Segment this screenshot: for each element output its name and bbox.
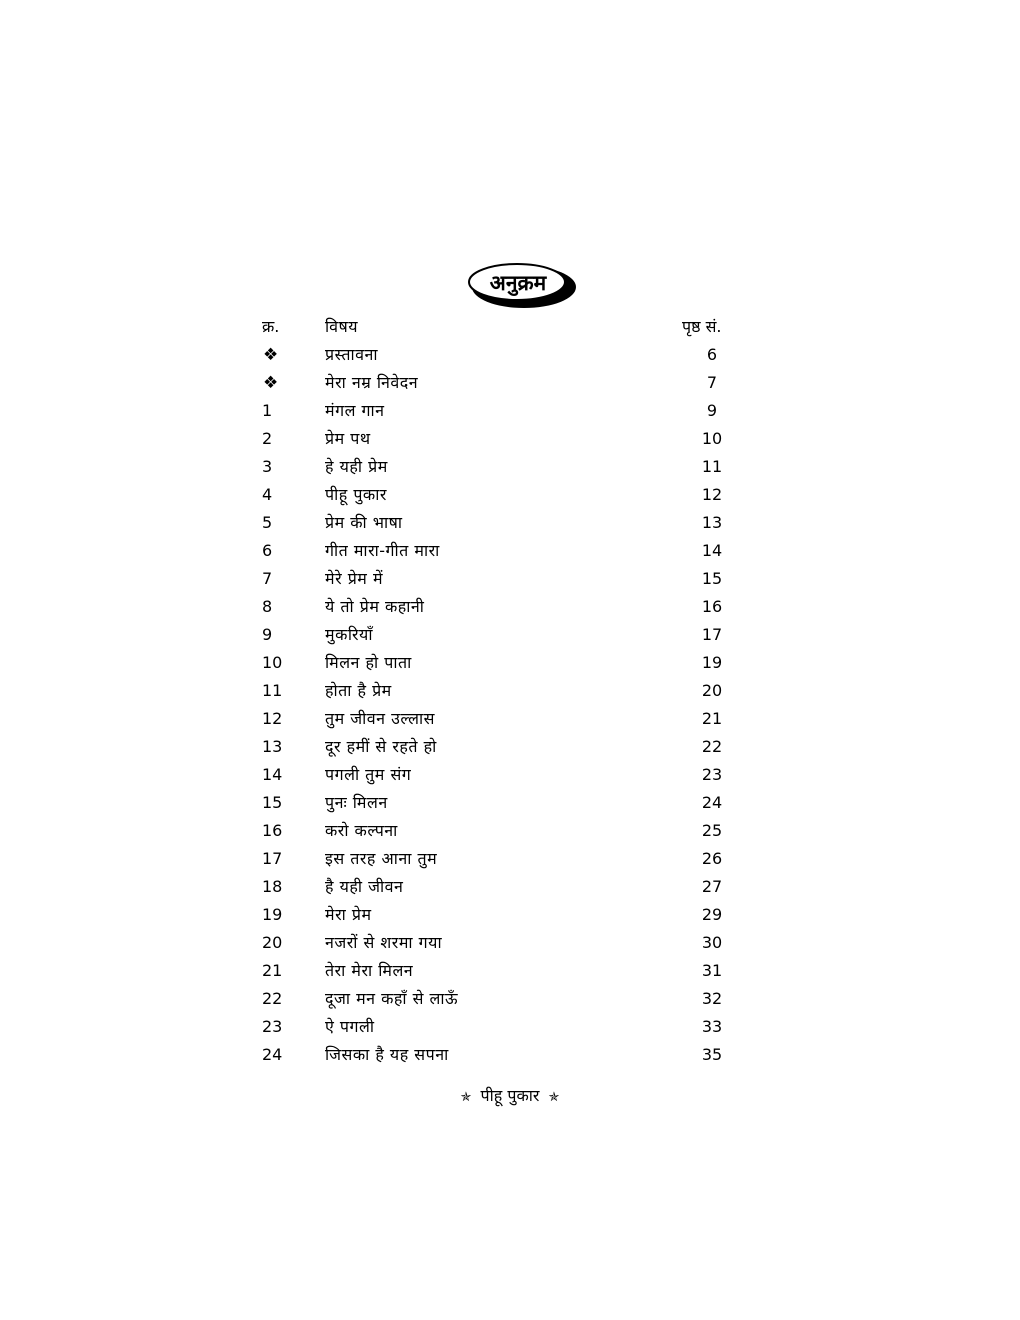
toc-row <box>0 733 1020 761</box>
entry-number: 11 <box>262 681 283 700</box>
toc-row <box>0 369 1020 397</box>
toc-row <box>0 537 1020 565</box>
entry-title: दूजा मन कहाँ से लाऊँ <box>325 989 459 1008</box>
entry-number: 17 <box>262 849 283 868</box>
toc-row <box>0 341 1020 369</box>
entry-number: 13 <box>262 737 283 756</box>
star-icon: ✯ <box>460 1090 472 1105</box>
entry-page: 10 <box>701 429 723 448</box>
toc-row <box>0 901 1020 929</box>
entry-title: हे यही प्रेम <box>325 457 388 476</box>
footer-book-title: पीहू पुकार <box>480 1086 540 1105</box>
entry-page: 21 <box>701 709 723 728</box>
entry-title: मेरा प्रेम <box>325 905 372 924</box>
entry-title: मंगल गान <box>325 401 385 420</box>
page-footer <box>0 1082 1020 1110</box>
entry-title: गीत मारा-गीत मारा <box>325 541 440 560</box>
toc-row <box>0 705 1020 733</box>
entry-page: 6 <box>706 345 718 364</box>
entry-page: 19 <box>701 653 723 672</box>
entry-number: 19 <box>262 905 283 924</box>
entry-number: 6 <box>262 541 273 560</box>
header-subject: विषय <box>325 317 359 336</box>
entry-page: 15 <box>701 569 723 588</box>
header-page: पृष्ठ सं. <box>682 317 722 336</box>
entry-number: 21 <box>262 961 283 980</box>
entry-number: 22 <box>262 989 283 1008</box>
entry-number: 14 <box>262 765 283 784</box>
entry-page: 7 <box>706 373 718 392</box>
entry-bullet-icon: ❖ <box>263 345 279 365</box>
entry-number: 3 <box>262 457 273 476</box>
entry-title: तुम जीवन उल्लास <box>325 709 435 728</box>
entry-title: नजरों से शरमा गया <box>325 933 443 952</box>
entry-number: 24 <box>262 1045 283 1064</box>
title-badge <box>466 258 578 310</box>
toc-row <box>0 649 1020 677</box>
toc-header-row <box>0 313 1020 341</box>
entry-page: 23 <box>701 765 723 784</box>
toc-row <box>0 481 1020 509</box>
toc-row <box>0 453 1020 481</box>
entry-title: मिलन हो पाता <box>325 653 412 672</box>
entry-page: 26 <box>701 849 723 868</box>
entry-title: करो कल्पना <box>325 821 398 840</box>
toc-row <box>0 621 1020 649</box>
entry-title: पीहू पुकार <box>325 485 387 504</box>
entry-page: 35 <box>701 1045 723 1064</box>
toc-row <box>0 1013 1020 1041</box>
toc-row <box>0 593 1020 621</box>
entry-title: मुकरियाँ <box>325 625 373 644</box>
entry-page: 14 <box>701 541 723 560</box>
entry-page: 32 <box>701 989 723 1008</box>
entry-title: प्रेम की भाषा <box>325 513 403 532</box>
entry-title: जिसका है यह सपना <box>325 1045 449 1064</box>
entry-title: प्रस्तावना <box>325 345 379 364</box>
entry-page: 11 <box>701 457 723 476</box>
entry-number: 7 <box>262 569 273 588</box>
entry-title: मेरे प्रेम में <box>325 569 384 588</box>
entry-page: 20 <box>701 681 723 700</box>
entry-title: ये तो प्रेम कहानी <box>325 597 425 616</box>
entry-number: 18 <box>262 877 283 896</box>
entry-number: 20 <box>262 933 283 952</box>
toc-row <box>0 957 1020 985</box>
toc-row <box>0 929 1020 957</box>
toc-row <box>0 817 1020 845</box>
toc-row <box>0 1041 1020 1069</box>
entry-page: 22 <box>701 737 723 756</box>
entry-number: 23 <box>262 1017 283 1036</box>
entry-page: 9 <box>706 401 718 420</box>
entry-number: 5 <box>262 513 273 532</box>
toc-row <box>0 425 1020 453</box>
entry-page: 24 <box>701 793 723 812</box>
entry-number: 2 <box>262 429 273 448</box>
entry-title: इस तरह आना तुम <box>325 849 438 868</box>
entry-title: दूर हमीं से रहते हो <box>325 737 437 756</box>
entry-title: है यही जीवन <box>325 877 404 896</box>
entry-title: पगली तुम संग <box>325 765 412 784</box>
star-icon: ✯ <box>548 1090 560 1105</box>
entry-page: 25 <box>701 821 723 840</box>
toc-row <box>0 789 1020 817</box>
entry-title: प्रेम पथ <box>325 429 371 448</box>
entry-number: 8 <box>262 597 273 616</box>
entry-title: होता है प्रेम <box>325 681 392 700</box>
toc-row <box>0 677 1020 705</box>
entry-page: 29 <box>701 905 723 924</box>
entry-page: 30 <box>701 933 723 952</box>
entry-number: 1 <box>262 401 273 420</box>
entry-page: 33 <box>701 1017 723 1036</box>
toc-row <box>0 873 1020 901</box>
toc-row <box>0 397 1020 425</box>
entry-title: मेरा नम्र निवेदन <box>325 373 419 392</box>
entry-page: 13 <box>701 513 723 532</box>
entry-page: 17 <box>701 625 723 644</box>
entry-title: पुनः मिलन <box>325 793 388 812</box>
toc-row <box>0 845 1020 873</box>
toc-row <box>0 985 1020 1013</box>
entry-title: ऐ पगली <box>325 1017 375 1036</box>
entry-title: तेरा मेरा मिलन <box>325 961 414 980</box>
entry-number: 4 <box>262 485 273 504</box>
entry-number: 10 <box>262 653 283 672</box>
entry-page: 27 <box>701 877 723 896</box>
entry-bullet-icon: ❖ <box>263 373 279 393</box>
entry-page: 16 <box>701 597 723 616</box>
entry-page: 31 <box>701 961 723 980</box>
header-number: क्र. <box>262 317 280 336</box>
page-title: अनुक्रम <box>489 271 547 295</box>
entry-number: 12 <box>262 709 283 728</box>
toc-row <box>0 509 1020 537</box>
entry-number: 9 <box>262 625 273 644</box>
toc-row <box>0 565 1020 593</box>
entry-number: 15 <box>262 793 283 812</box>
entry-page: 12 <box>701 485 723 504</box>
entry-number: 16 <box>262 821 283 840</box>
toc-row <box>0 761 1020 789</box>
